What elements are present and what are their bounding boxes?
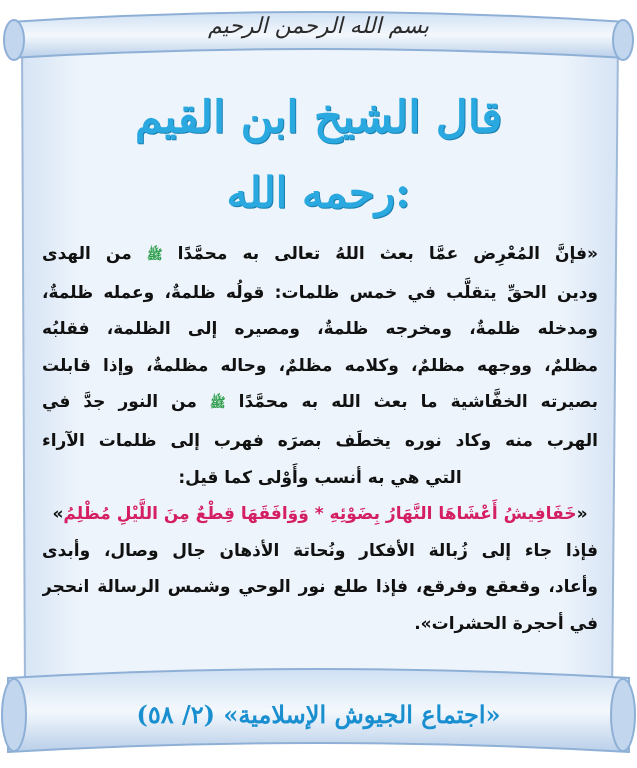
source-citation: «اجتماع الجيوش الإسلامية» (٢/ ٥٨) [136, 700, 501, 729]
quote-line-1: «فإنَّ المُعْرِض عمَّا بعث اللهُ تعالى به محمَّدًا ﷺ من الهدى [42, 244, 598, 264]
title-line-1: قال الشيخ ابن القيم [134, 92, 503, 143]
basmala: بسم الله الرحمن الرحيم [207, 14, 430, 39]
quote-line-11: في أحجرة الحشرات». [414, 613, 598, 634]
salawat-icon: ﷺ [209, 396, 226, 412]
salawat-icon: ﷺ [146, 248, 163, 263]
quote-line-3: ومدخله ظلمةٌ، ومخرجه ظلمةٌ، ومصيره إلى الظلمة، فقلبُه [42, 319, 598, 340]
quote-paragraph [42, 236, 598, 643]
quote-line-4: مظلمٌ، ووجهه مظلمٌ، وكلامه مظلمٌ، وحاله مظلمةٌ، وإذا قابلت [42, 355, 598, 376]
title-line-2: رحمه الله: [226, 168, 411, 217]
quote-line-7: التي هي به أنسب وأَوْلى كما قيل: [178, 467, 462, 488]
quote-line-6: الهرب منه وكاد نوره يخطَف بصرَه فهرب إلى ظلمات الآراء [42, 430, 598, 451]
poem-verse: «خَفَافِيشُ أَعْشَاهَا النَّهَارُ بِضَوْئِهِ * وَوَافَقَهَا قِطْعٌ مِنَ اللَّيْلِ مُظْلِمُ» [52, 504, 588, 525]
quote-line-9: فإذا جاء إلى زُبالة الأفكار ونُحاتة الأذهان جال وصال، وأبدى [42, 540, 598, 561]
quote-line-5: بصيرته الخفَّاشية ما بعث الله به محمَّدًا ﷺ من النور جدَّ في [42, 392, 598, 413]
quote-line-2: ودين الحقِّ يتقلَّب في خمس ظلمات: قولُه ظلمةٌ، وعمله ظلمةٌ، [42, 282, 598, 303]
quote-line-10: وأعاد، وقعقع وفرقع، فإذا طلع نور الوحي وشمس الرسالة انحجر [42, 577, 598, 598]
